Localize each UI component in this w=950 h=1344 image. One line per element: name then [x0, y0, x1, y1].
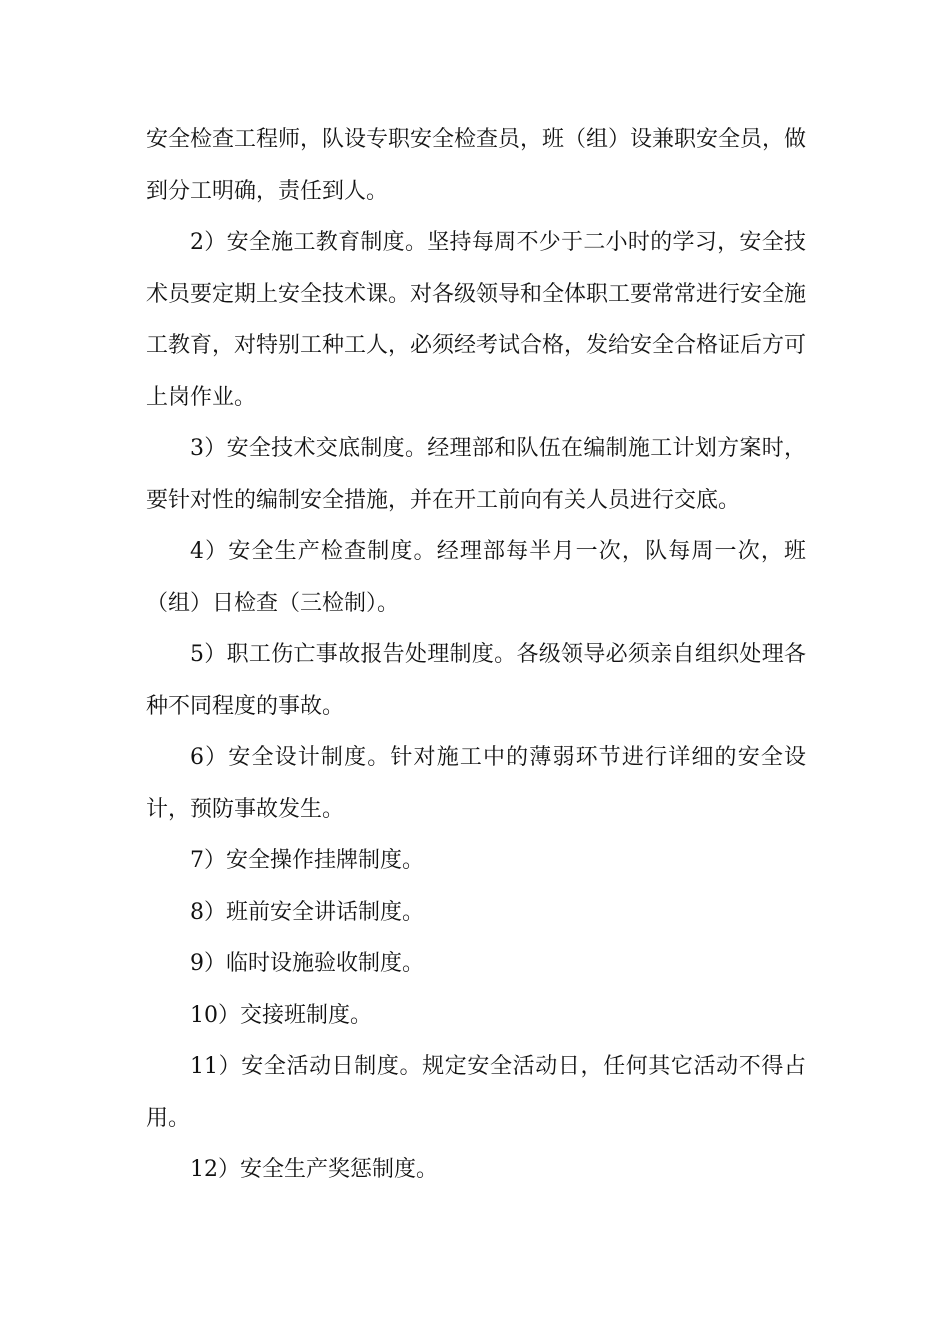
paragraph-item-2: 2）安全施工教育制度。坚持每周不少于二小时的学习，安全技术员要定期上安全技术课。对各级领导和全体职工要常常进行安全施工教育，对特别工种工人，必须经考试合格，发给安全合格证后方可上岗作业。	[146, 230, 807, 410]
paragraph-item-7: 7）安全操作挂牌制度。	[190, 848, 424, 873]
paragraph-item-10: 10）交接班制度。	[190, 1002, 372, 1028]
paragraph-item-11: 11）安全活动日制度。规定安全活动日，任何其它活动不得占用。	[146, 1054, 806, 1131]
paragraph-item-9: 9）临时设施验收制度。	[190, 951, 424, 976]
paragraph-item-6: 6）安全设计制度。针对施工中的薄弱环节进行详细的安全设计，预防事故发生。	[146, 745, 806, 822]
paragraph-continuation: 安全检查工程师，队设专职安全检查员，班（组）设兼职安全员，做到分工明确，责任到人。	[146, 127, 807, 204]
paragraph-item-3: 3）安全技术交底制度。经理部和队伍在编制施工计划方案时，要针对性的编制安全措施，并在开工前向有关人员进行交底。	[146, 436, 806, 513]
document-body	[146, 114, 806, 1196]
paragraph-item-8: 8）班前安全讲话制度。	[190, 899, 424, 925]
paragraph-item-4: 4）安全生产检查制度。经理部每半月一次，队每周一次，班（组）日检查（三检制）。	[146, 539, 806, 616]
paragraph-item-5: 5）职工伤亡事故报告处理制度。各级领导必须亲自组织处理各种不同程度的事故。	[146, 642, 806, 719]
paragraph-item-12: 12）安全生产奖惩制度。	[190, 1157, 438, 1182]
